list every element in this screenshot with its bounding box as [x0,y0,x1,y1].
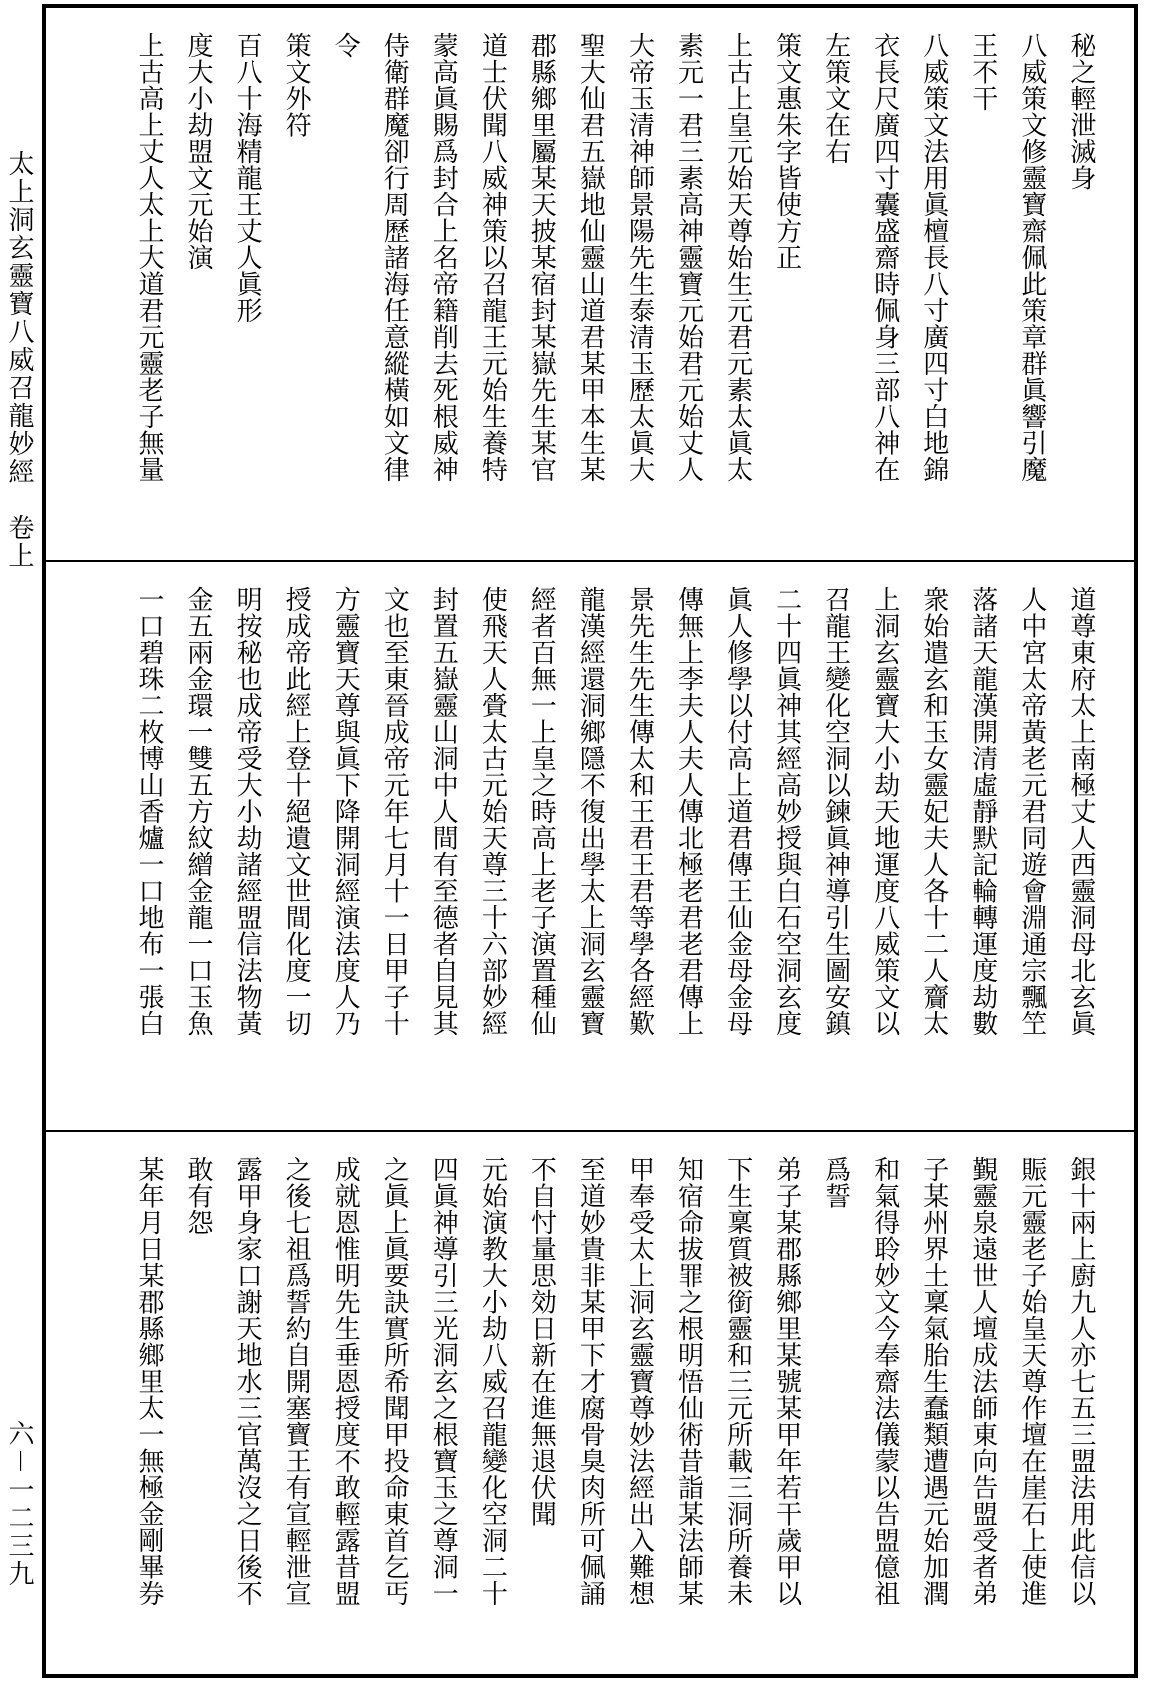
text-panel-1 [42,8,1138,528]
text-column: 一口碧珠二枚博山香爐一口地布一張白 [134,586,164,1037]
text-column: 落諸天龍漢開清虛靜默記輪轉運度劫數 [967,586,998,1037]
text-column: 度大小劫盟文元始演 [183,32,214,271]
text-column: 方靈寶天尊與眞下降開洞經演法度人乃 [330,586,361,1037]
text-column: 授成帝此經上登十絕遺文世間化度一切 [281,586,312,1037]
column-grid [132,586,1098,1104]
text-column: 侍衛群魔卻行周歷諸海任意縱橫如文律 [379,32,410,483]
text-column: 素元一君三素高神靈寶元始君元始丈人 [673,32,704,483]
text-panel-3 [42,1132,1138,1678]
text-column: 明按秘也成帝受大小劫諸經盟信法物黃 [232,586,263,1037]
text-column: 之眞上眞要訣實所希聞甲投命東首乞丐 [379,1156,410,1607]
text-column: 某年月日某郡縣鄉里太一無極金剛畢券 [134,1156,164,1607]
text-column: 四眞神導引三光洞玄之根寶玉之尊洞一 [428,1156,459,1607]
text-column: 賑元靈老子始皇天尊作壇在崖石上使進 [1016,1156,1047,1607]
text-column: 八威策文法用眞檀長八寸廣四寸白地錦 [918,32,949,483]
text-column: 王不干 [967,32,998,112]
text-column: 金五兩金環一雙五方紋繒金龍一口玉魚 [183,586,214,1037]
text-column: 衆始遣玄和玉女靈妃夫人各十二人齎太 [918,586,949,1037]
text-column: 聖大仙君五嶽地仙靈山道君某甲本生某 [575,32,606,483]
text-column: 封置五嶽靈山洞中人間有至德者自見其 [428,586,459,1037]
text-column: 上古上皇元始天尊始生元君元素太眞太 [722,32,753,483]
text-column: 爲誓 [820,1156,851,1209]
text-column: 八威策文修靈寶齋佩此策章群眞響引魔 [1016,32,1047,483]
text-column: 和氣得聆妙文今奉齋法儀蒙以告盟億祖 [869,1156,900,1607]
text-column: 令 [330,32,361,59]
text-panel-2 [42,562,1138,1122]
text-column: 甲奉受太上洞玄靈寶尊妙法經出入難想 [624,1156,655,1607]
text-column: 銀十兩上廚九人亦七五三盟法用此信以 [1065,1156,1096,1607]
text-column: 二十四眞神其經高妙授與白石空洞玄度 [771,586,802,1037]
text-column: 成就恩惟明先生垂恩授度不敢輕露昔盟 [330,1156,361,1607]
text-column: 召龍王變化空洞以鍊眞神導引生圖安鎮 [820,586,851,1037]
text-column: 至道妙貴非某甲下才腐骨臭肉所可佩誦 [575,1156,606,1607]
text-column: 策文惠朱字皆使方正 [771,32,802,271]
text-column: 景先生先生傳太和王君王君等學各經歎 [624,586,655,1037]
text-column: 之後七祖爲誓約自開塞寶王有宣輕泄宣 [281,1156,312,1607]
page-number: 六－一二三九 [4,1420,34,1589]
text-column: 上洞玄靈寶大小劫天地運度八威策文以 [869,586,900,1037]
text-column: 知宿命拔罪之根明悟仙術昔詣某法師某 [673,1156,704,1607]
text-column: 道士伏聞八威神策以召龍王元始生養特 [477,32,508,483]
text-column: 秘之輕泄滅身 [1065,32,1096,191]
text-column: 敢有怨 [183,1156,214,1236]
text-column: 蒙高眞賜爲封合上名帝籍削去死根威神 [428,32,459,483]
text-column: 傳無上李夫人夫人傳北極老君老君傳上 [673,586,704,1037]
text-column: 龍漢經還洞鄉隱不復出學太上洞玄靈寶 [575,586,606,1037]
text-column: 經者百無一上皇之時高上老子演置種仙 [526,586,557,1037]
text-column: 元始演教大小劫八威召龍變化空洞二十 [477,1156,508,1607]
text-column: 下生稟質被銜靈和三元所載三洞所養未 [722,1156,753,1607]
text-column: 不自忖量思効日新在進無退伏聞 [526,1156,557,1527]
text-column: 子某州界土稟氣胎生蠢類遭遇元始加潤 [918,1156,949,1607]
column-grid [132,1156,1098,1660]
text-column: 策文外符 [281,32,312,138]
text-column: 百八十海精龍王丈人眞形 [232,32,263,324]
text-column: 文也至東晉成帝元年七月十一日甲子十 [379,586,410,1037]
text-column: 使飛天人賫太古元始天尊三十六部妙經 [477,586,508,1037]
text-column: 露甲身家口謝天地水三官萬沒之日後不 [232,1156,263,1607]
text-column: 衣長尺廣四寸囊盛齋時佩身三部八神在 [869,32,900,483]
text-column: 上古高上丈人太上大道君元靈老子無量 [134,32,164,483]
text-column: 左策文在右 [820,32,851,165]
text-column: 人中宮太帝黃老元君同遊會淵通宗飄笁 [1016,586,1047,1037]
column-grid [132,32,1098,510]
text-column: 弟子某郡縣鄉里某號某甲年若干歲甲以 [771,1156,802,1607]
text-column: 眞人修學以付高上道君傳王仙金母金母 [722,586,753,1037]
text-column: 道尊東府太上南極丈人西靈洞母北玄眞 [1065,586,1096,1037]
text-column: 大帝玉清神師景陽先生泰清玉歷太眞大 [624,32,655,483]
text-column: 郡縣鄉里屬某天披某宿封某嶽先生某官 [526,32,557,483]
document-title: 太上洞玄靈寶八威召龍妙經 卷上 [4,150,34,570]
text-column: 覲靈泉遠世人壇成法師東向告盟受者弟 [967,1156,998,1607]
